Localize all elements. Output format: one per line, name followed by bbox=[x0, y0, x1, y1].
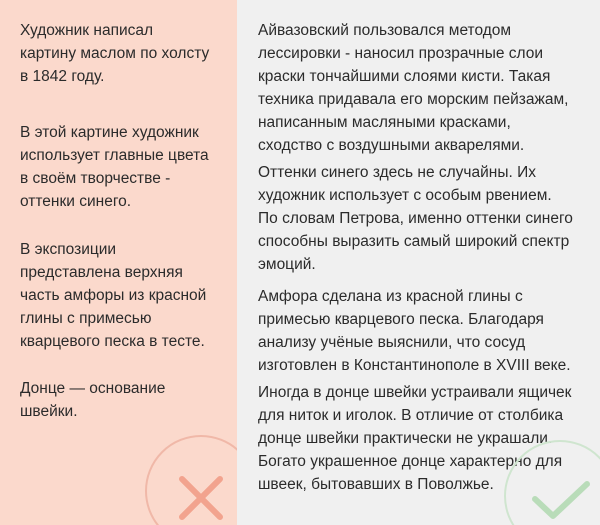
left-statement-4: Донце — основание швейки. bbox=[20, 380, 166, 420]
right-statement-1: Айвазовский пользовался методом лессировки - наносил прозрачные слои краски тончайшими слоями кисти. Такая техника придавала его морским пейзажам, написанным масляными красками, сходство с воздушными акварелями. bbox=[258, 22, 569, 154]
check-icon bbox=[530, 479, 592, 523]
cross-icon bbox=[176, 473, 226, 523]
right-statement-2: Оттенки синего здесь не случайны. Их художник использует с особым рвением. По словам Петрова, именно оттенки синего способны выразить самый широкий спектр эмоций. bbox=[258, 164, 573, 273]
incorrect-column bbox=[0, 0, 237, 525]
left-statement-2: В этой картине художник использует главные цвета в своём творчестве - оттенки синего. bbox=[20, 124, 209, 210]
right-statement-3: Амфора сделана из красной глины с примесью кварцевого песка. Благодаря анализу учёные выяснили, что сосуд изготовлен в Константинополе в XVIII веке. bbox=[258, 288, 571, 374]
left-statement-1: Художник написал картину маслом по холсту в 1842 году. bbox=[20, 22, 210, 85]
left-statement-3: В экспозиции представлена верхняя часть амфоры из красной глины с примесью кварцевого песка в тесте. bbox=[20, 241, 207, 350]
correct-column bbox=[237, 0, 600, 525]
right-statement-4: Иногда в донце швейки устраивали ящичек для ниток и иголок. В отличие от столбика донце швейки практически не украшали. Богато украшенное донце характерно для швеек, бытовавших в Поволжье. bbox=[258, 384, 572, 493]
